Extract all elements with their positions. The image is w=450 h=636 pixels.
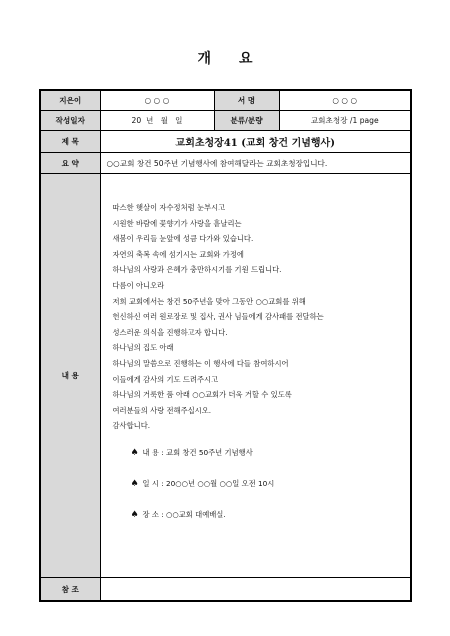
subject-label: 제 목 [40,131,100,153]
content-line: 하나님의 거룩한 품 아래 ○○교회가 더욱 거할 수 있도록 [112,390,292,400]
overview-form-table [39,89,412,602]
detail-text: 일 시 : 20○○년 ○○월 ○○일 오전 10시 [142,478,275,488]
detail-item-datetime [113,479,403,489]
content-line: 자연의 축복 속에 섬기시는 교회와 가정에 [112,249,244,259]
summary-value[interactable]: ○○교회 창건 50주년 기념행사에 참여해달라는 교회초청장입니다. [100,153,411,174]
signature-label: 서 명 [214,90,279,111]
content-line: 시원한 바람에 꽃향기가 사랑을 흩날리는 [112,218,242,228]
content-line: 하나님의 사랑과 은혜가 충만하시기를 기원 드립니다. [112,265,282,275]
content-line: 새봄이 우리들 눈앞에 성큼 다가와 있습니다. [112,234,254,244]
summary-row [40,153,411,174]
content-line: 이들에게 감사의 기도 드려주시고 [112,374,219,384]
document-title [0,48,450,68]
detail-item-content [113,448,403,458]
subject-row [40,131,411,153]
content-body[interactable] [100,174,411,578]
reference-label: 참 조 [40,578,100,602]
reference-value[interactable] [100,578,411,602]
subject-value[interactable]: 교회초청장41 (교회 창건 기념행사) [100,131,411,153]
content-line: 다름이 아니오라 [112,280,165,290]
summary-label: 요 약 [40,153,100,174]
date-label: 작성일자 [40,111,100,131]
title-char-1: 개 [197,51,211,67]
content-line: 헌신하신 여러 원로장로 및 집사, 권사 님들에게 감사패를 전달하는 [112,312,324,322]
spade-icon: ♠ [130,509,139,520]
author-label: 지은이 [40,90,100,111]
reference-row [40,578,411,602]
category-value[interactable]: 교회초청장 /1 page [279,111,411,131]
content-line: 성스러운 의식을 진행하고자 합니다. [112,327,228,337]
content-line: 하나님의 집도 아래 [112,343,174,353]
content-line: 감사합니다. [112,421,151,431]
content-row [40,174,411,578]
category-label: 분류/분량 [214,111,279,131]
detail-text: 장 소 : ○○교회 대예배실. [142,509,226,519]
content-line: 하나님의 말씀으로 진행하는 이 행사에 다들 참여하시어 [112,358,289,368]
spade-icon: ♠ [130,447,139,458]
content-label: 내 용 [40,174,100,578]
detail-text: 내 용 : 교회 창건 50주년 기념행사 [142,447,253,457]
signature-value[interactable]: ○ ○ ○ [279,90,411,111]
date-value[interactable]: 20 년 월 일 [100,111,214,131]
date-row [40,111,411,131]
content-line: 따스한 햇살이 자수정처럼 눈부시고 [112,203,226,212]
detail-item-place [113,510,403,520]
content-line: 여러분들의 사랑 전해주십시오. [112,405,212,415]
author-row [40,90,411,111]
spade-icon: ♠ [130,478,139,489]
author-value[interactable]: ○ ○ ○ [100,90,214,111]
title-char-2: 요 [239,51,253,67]
content-line: 저희 교회에서는 창건 50주년을 맞아 그동안 ○○교회를 위해 [112,296,306,306]
